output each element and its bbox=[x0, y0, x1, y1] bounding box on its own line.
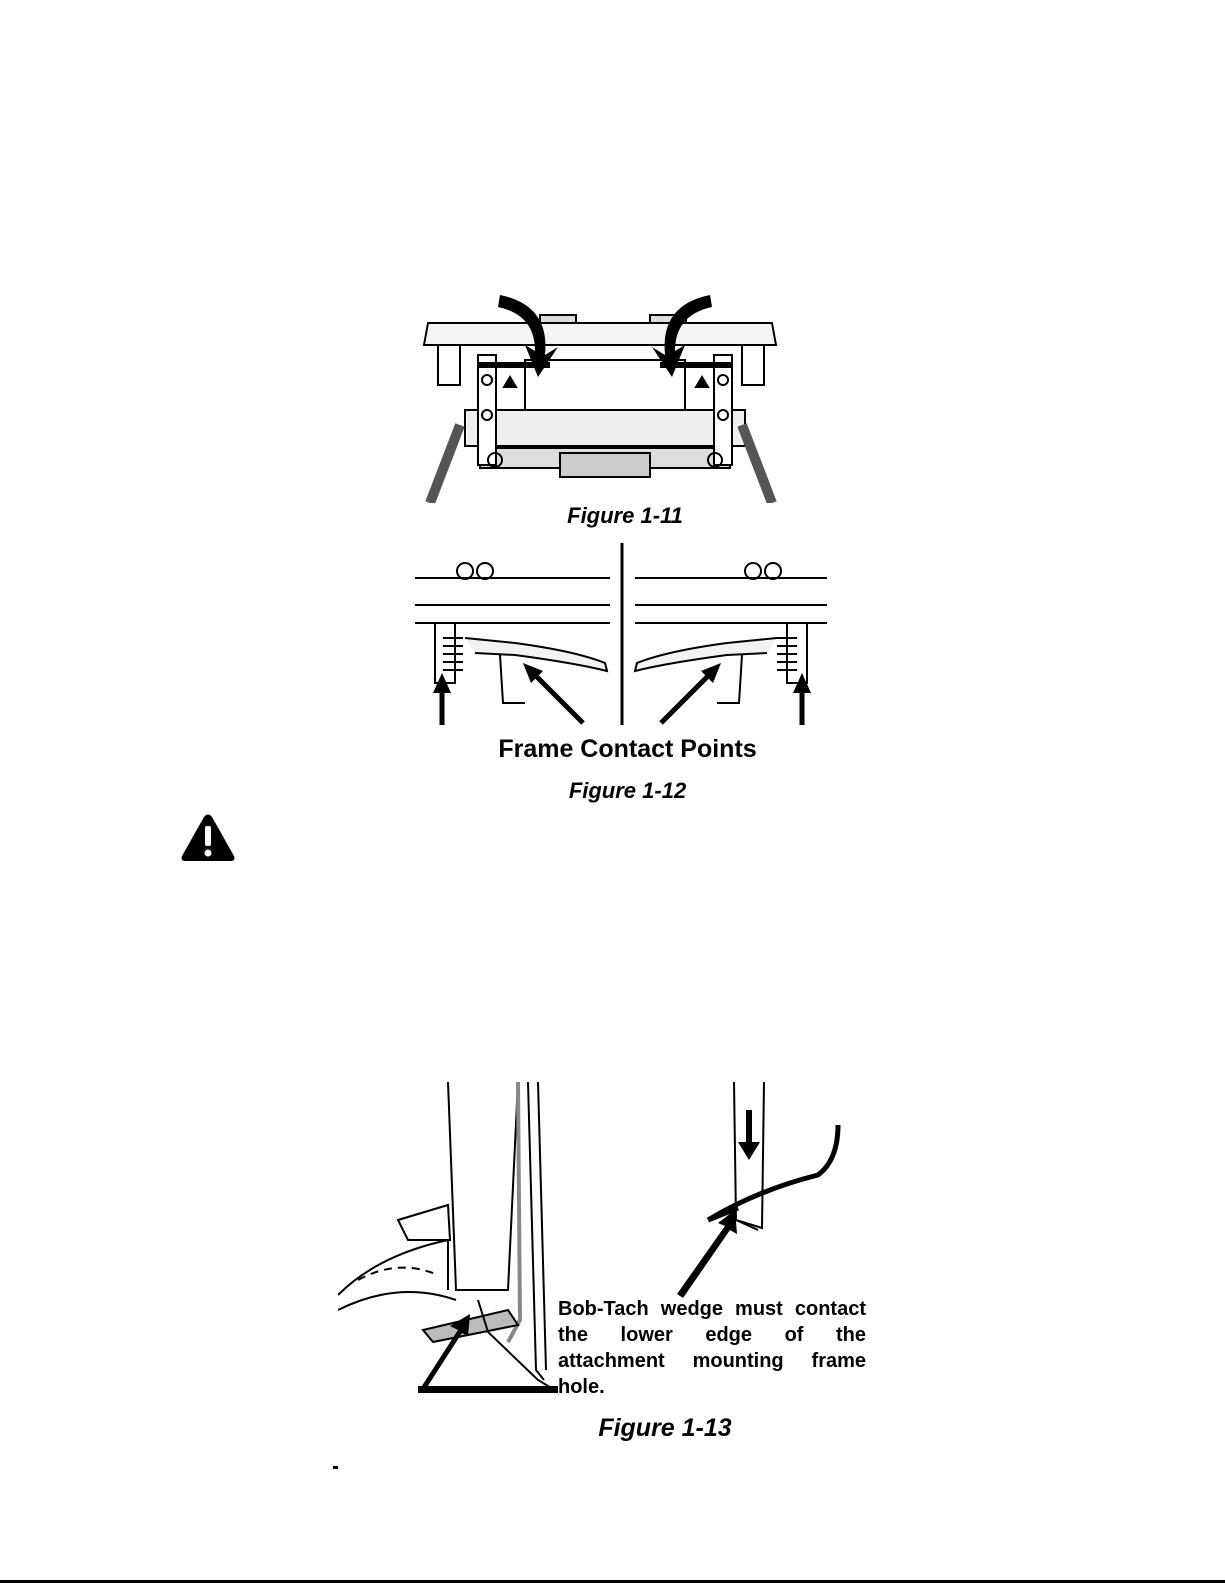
figure-1-11-illustration bbox=[420, 285, 782, 503]
bob-tach-wedge-note: Bob-Tach wedge must contact the lower edge of the attachment mounting frame hole. bbox=[558, 1298, 866, 1398]
warning-triangle-icon bbox=[180, 813, 236, 863]
page-bottom-rule bbox=[0, 1580, 1225, 1583]
figure-1-13-caption: Figure 1-13 bbox=[598, 1414, 732, 1442]
footer-mark bbox=[333, 1466, 338, 1469]
figure-1-12-illustration bbox=[415, 543, 827, 727]
figure-1-11-caption: Figure 1-11 bbox=[567, 503, 683, 528]
frame-contact-points-label: Frame Contact Points bbox=[498, 735, 757, 763]
figure-1-12-caption: Figure 1-12 bbox=[568, 778, 687, 803]
